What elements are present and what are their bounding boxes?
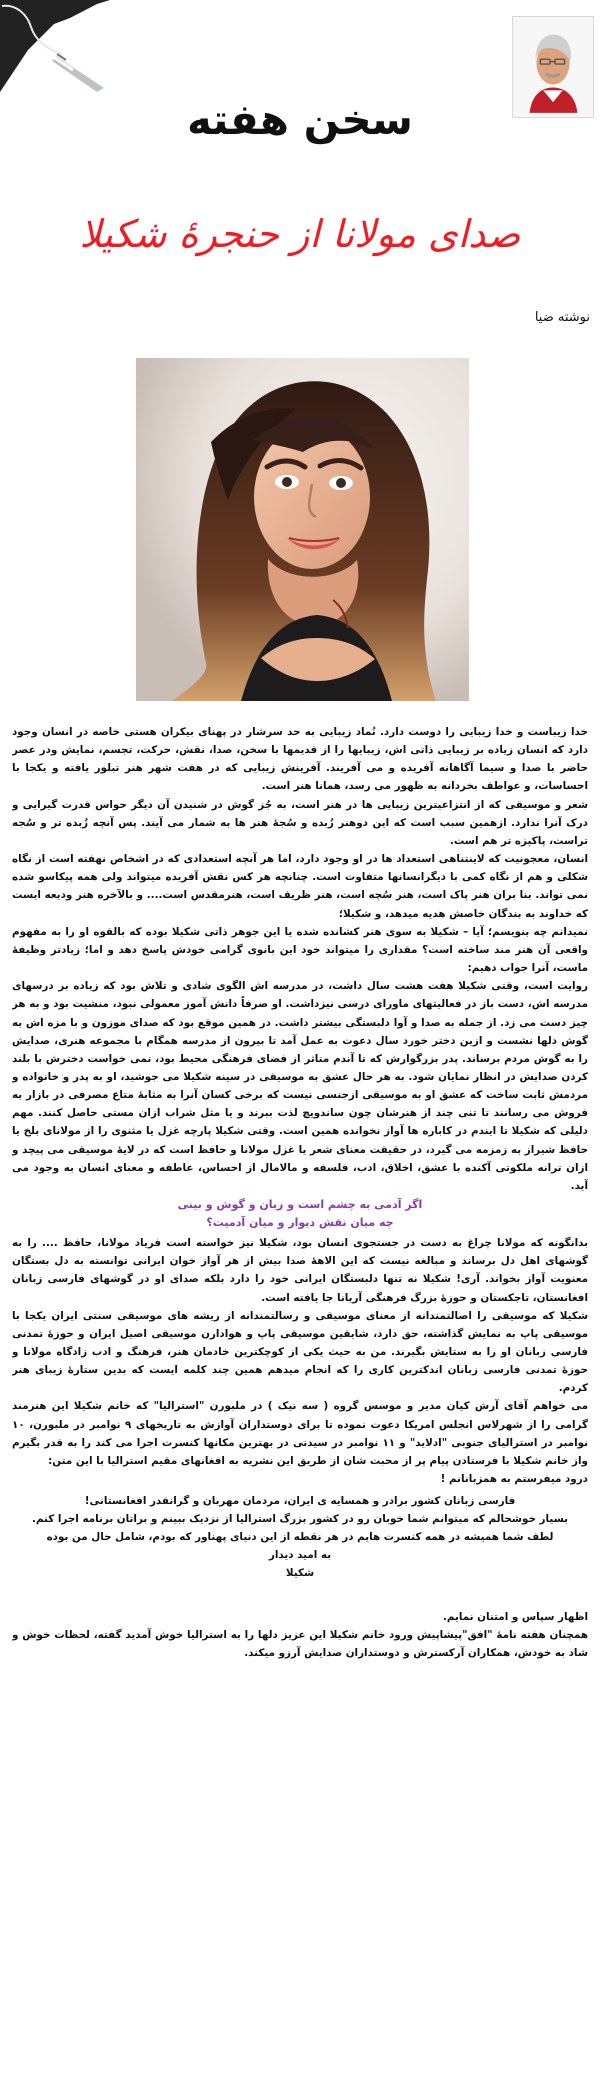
message-line: لطف شما همیشه در همه کنسرت هایم در هر نقطه از این دنیای پهناور که بودم، شامل حال من بوده <box>46 1531 554 1544</box>
article-title: صدای مولانا از حنجرهٔ شکیلا <box>79 212 521 256</box>
article-body <box>12 723 588 2066</box>
closing-line: اظهار سپاس و امتنان نمایم. <box>442 1611 588 1624</box>
message-line: به امید دیدار <box>268 1549 332 1562</box>
body-paragraph: شعر و موسیقی که از انتزاعیترین زیبایی ها در هنر است، به جُز گوش در شنیدن آن دیگر حواس قدرت گیرایی و درک آنرا ندارد. ازهمین سبب است که این دوهنر زُبده و سُجهٔ هنر ها به شمار می آیند. پس آنچه زُبده تر و سُجه تراست، پاکیزه تر هم است. <box>12 798 588 847</box>
article-photo <box>136 358 469 701</box>
poem-line: چه میان نقش دیوار و میان آدمیت؟ <box>206 1216 394 1230</box>
body-paragraph: درود میفرستم به همزبانانم ! <box>440 1473 588 1486</box>
message-signature: شکیلا <box>285 1567 315 1580</box>
closing-block <box>12 1608 588 1662</box>
body-paragraph: می خواهم آقای آرش کیان مدیر و موسس گروه ( سه نیک ) در ملبورن "استرالیا" که خانم شکیلا این هنرمند گرامی را از شهرلاس انجلس امریکا دعوت نموده تا برای دوستداران آوازش به تاریخهای ۹ نوامبر در ملبورن، ۱۰ نوامبر در استرالیای جنوبی "ادلاید" و ۱۱ نوامبر در سیدنی در بهترین مکانها کنسرت اجرا می کند را به قدر بگیرم واز خانم شکیلا با فرستادن پیام پر از محبت شان از طریق این نشریه به افغانهای مقیم استرالیا با این متن: <box>12 1400 588 1467</box>
body-paragraph: انسان، معجونیت که لاینتناهی استعداد ها در او وجود دارد، اما هر آنچه استعدادی که در اشخاص نهفته است از نگاه شکلی و هم از نگاه کمی با دیگرانسانها متفاوت است. چنانچه هر کس نقش آفریده میتواند ولی همه پیکاسو شده نمی تواند. بنا بران هنر پاک است، هنر سُچه است، هنر ظریف است، هنرمقدس است.... و بالآخره هنر ودیعه ایست که خداوند به بندگان خاصش هدیه میدهد، و شکیلا؛ <box>12 853 588 920</box>
column-title: سخن هفته <box>187 95 413 144</box>
shakila-message <box>12 1492 588 1582</box>
body-paragraph: نمیدانم چه بنویسم؛ آیا – شکیلا به سوی هنر کشانده شده یا این جوهر ذاتی شکیلا بوده که بالقوه او را به مفهوم واقعی آن هنر مند ساخته است؟ مقداری را میتواند خود این بانوی گرامی خودش پاسخ دهد و اما؛ زیادتر وظیفهٔ ماست، آنرا جواب دهیم: <box>12 925 588 975</box>
body-paragraph: روایت است، وقتی شکیلا هفت هشت سال داشت، در مدرسه اش الگوی شادی و تلاش بود که زیاده بر درسهای مدرسه اش، دست باز در فعالیتهای ماورای درسی نیزداشت. او صرفاً دانش آموز معمولی نبود، منشیت بود و به هر چیز دست می زد. از جمله به صدا و آوا دلبستگی بیشتر داشت. در همین موقع بود که صدای موزون و با مزه اش به گوش دلها نشست و ازین دختر خورد سال دعوت به عمل آمد تا بیرون از مدرسه همگام با مجموعه هنری، صدایش را به گوش مردم برساند. پدر بزرگوارش که تا آندم متاثر از فضای فرهنگی محیط بود، نمی خواست دخترش با بلند کردن صدایش در انظار نمایان شود. به هر حال عشق به موسیقی در سینه شکیلا می جوشید، او به پدر و خانواده و مردمش ثابت ساخت که عشق او به موسیقی ازجنسی نیست که برخی کسان آنرا به مثابهٔ متاع مصرفی در بازار به فروش می رسانند تا تنی چند از هنرشان چون ساندویچ لذت ببرند و یا مثل شراب ازان مستی حاصل کنند. مهم دلیلی که شکیلا تا ایندم در کاباره ها آواز نخوانده همین است. وقتی شکیلا پارچه غزل یا مثنوی را از مولانای بلخ یا حافظ شیراز به زمزمه می گیرد، در حقیقت معنای شعر یا غزل مولانا و حافظ است که در لایهٔ موسیقی می پیچد و ازان ترانه ملکوتی آکنده با عشق، اخلاق، ادب، فلسفه و مالامال از احساس، عاطفه و معنای انسان به وجود می آید. <box>12 980 588 1192</box>
body-paragraph: بدانگونه که مولانا چراغ به دست در جستجوی انسان بود، شکیلا نیز خواسته است فریاد مولانا، حافظ .... را به گوشهای اهل دل برساند و مبالغه نیست که این الاهۀ صدا بیش از هر آواز خوان ایرانی توانسته به دل بستگان معنویت آواز بخواند. آری! شکیلا نه تنها دلبستگان ایرانی خود را دارد بلکه صدای او در گوشهای فارسی زبانان افغانستان، تاجکستان و حوزهٔ بزرگ فرهنگی آریانا جا یافته است. <box>12 1237 588 1304</box>
poem-subheading <box>12 1196 588 1232</box>
poem-line: اگر آدمی به چشم است و زبان و گوش و بینی <box>177 1198 423 1212</box>
body-paragraph: شکیلا که موسیقی را اصالتمندانه از معنای موسیقی و رسالتمندانه از ریشه های موسیقی سنتی ایران یکجا با موسیقی پاپ به نمایش گذاشته، حق دارد، شایقین موسیقی پاپ و هوادارن موسیقی اصیل ایران و حوزهٔ تمدنی فارسی زبانان او را به ستایش بگیرند. من به حیث یکی از کوچکترین خادمان هنر، فرهنگ و ادب زادگاه مولانا و حوزهٔ تمدنی فارسی زبانان اندکترین کاری را که انجام میدهم همین چند کلمه ایست که بدین ستارهٔ زیبای هنر کردم. <box>12 1309 588 1395</box>
body-paragraph: خدا زیباست و خدا زیبایی را دوست دارد. نُماد زیبایی به حد سرشار در پهنای بیکران هستی خاصه در انسان وجود دارد که انسان زیاده بر زیبایی ذاتی اش، زیبایها را از قدیمها با سخن، صدا، نقش، حرکت، تجسم، نمایش ودر عصر حاضر با صدا و سیما آگاهانه آفریده و می آفریند. آفرینش زیبایی که در هفت شهر هنر تبلور یافته و یکجا با احساسات، و عواطف بخردانه به ظهور می رسد، همانا هنر است. <box>12 726 588 793</box>
message-line: بسیار خوشحالم که میتوانم شما خوبان رو در کشور بزرگ استرالیا از نزدیک ببینم و براتان برنامه اجرا کنم. <box>31 1513 568 1526</box>
fountain-pen-icon <box>0 0 110 92</box>
byline: نوشته ضیا <box>534 310 590 325</box>
closing-line: همچنان هفته نامهٔ "افق"پیشاپیش ورود خانم شکیلا این عزیز دلها را به استرالیا خوش آمدید گفته، لحظات خوش و شاد به خودش، همکاران آرکسترش و دوستداران صدایش آرزو میکند. <box>12 1629 588 1660</box>
message-line: فارسی زبانان کشور برادر و همسایه ی ایران، مردمان مهربان و گرانقدر افغانستانی! <box>84 1495 516 1508</box>
